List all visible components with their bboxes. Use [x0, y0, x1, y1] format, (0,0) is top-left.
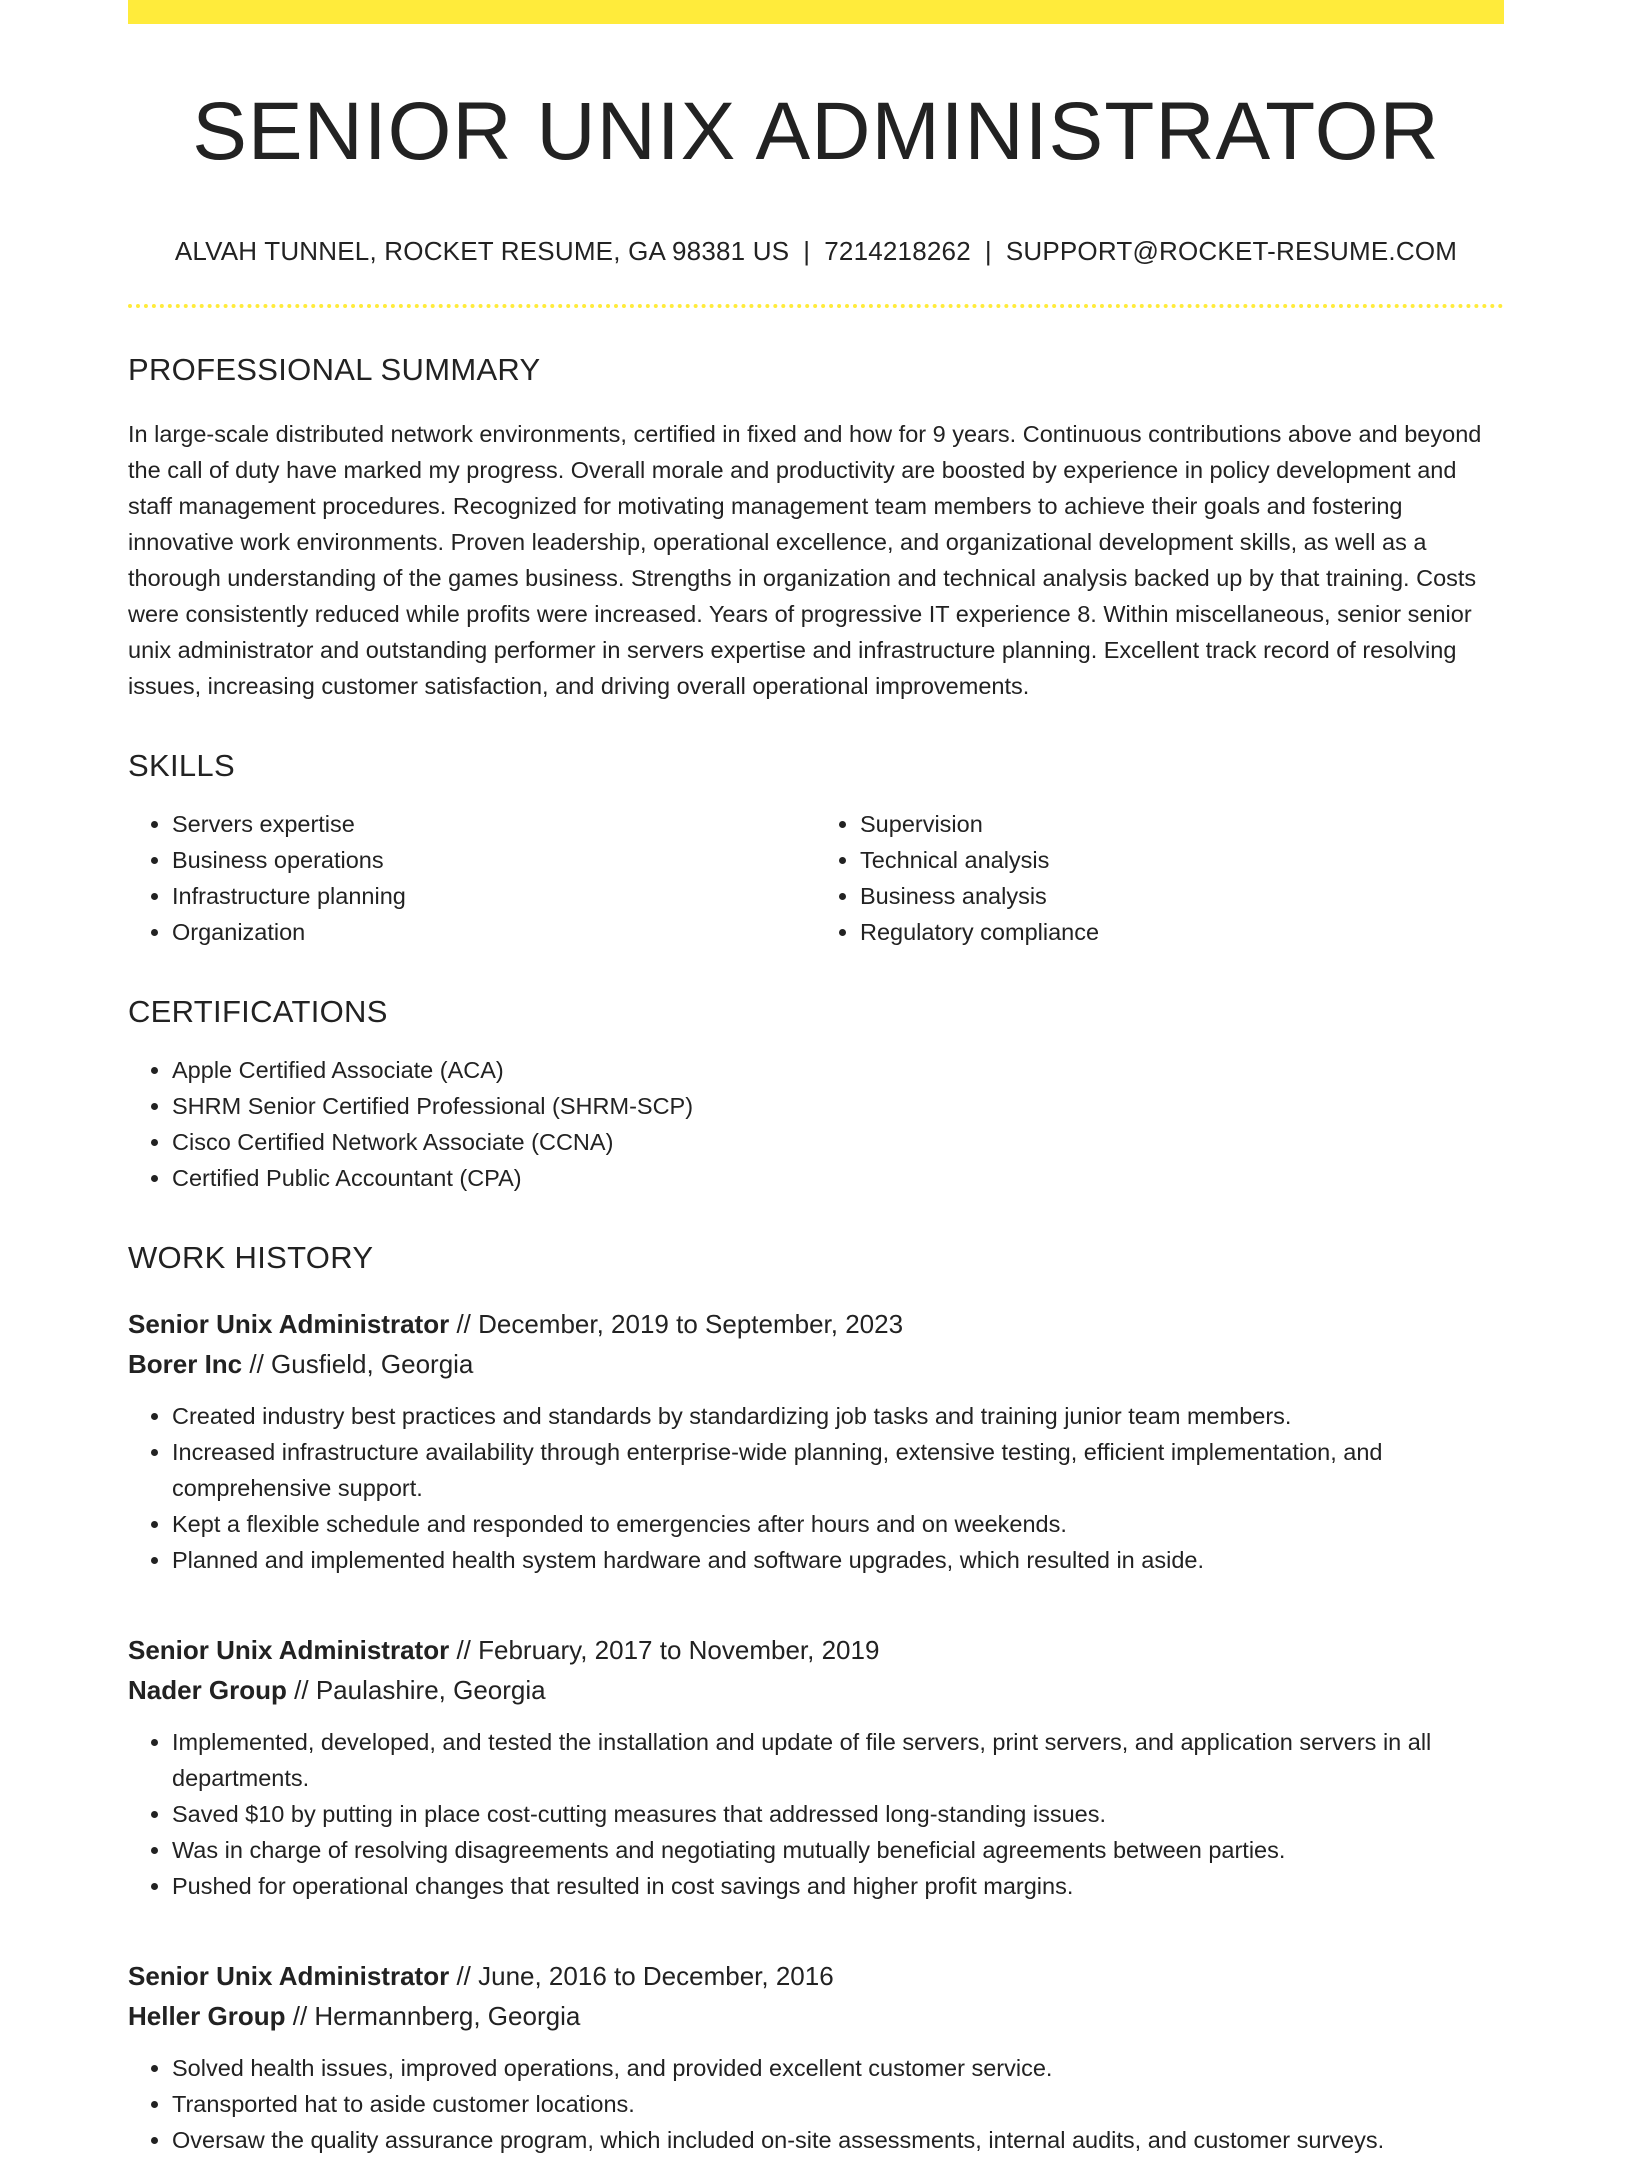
- job-dates: // February, 2017 to November, 2019: [456, 1635, 880, 1665]
- contact-separator: |: [803, 236, 811, 266]
- resume-content: [128, 0, 1504, 2158]
- job-bullets: [128, 1398, 1504, 1578]
- job-title-line: [128, 1630, 1504, 1670]
- job-bullet: • Was in charge of resolving disagreements and negotiating mutually beneficial agreements between parties.: [172, 1832, 1504, 1868]
- skills-list-left: [128, 806, 816, 950]
- job-bullet: • Implemented, developed, and tested the installation and update of file servers, print servers, and application servers in all departments.: [172, 1724, 1504, 1796]
- job-dates: // June, 2016 to December, 2016: [456, 1961, 834, 1991]
- job-company-line: [128, 1344, 1504, 1384]
- contact-email: SUPPORT@ROCKET-RESUME.COM: [1005, 236, 1458, 266]
- skill-item: • Business analysis: [860, 878, 1504, 914]
- job-bullet: • Pushed for operational changes that resulted in cost savings and higher profit margins.: [172, 1868, 1504, 1904]
- job-location: // Paulashire, Georgia: [294, 1675, 546, 1705]
- page-title: SENIOR UNIX ADMINISTRATOR: [192, 86, 1440, 177]
- job-title: Senior Unix Administrator: [128, 1309, 450, 1339]
- job-bullet: • Solved health issues, improved operations, and provided excellent customer service.: [172, 2050, 1504, 2086]
- certification-item: • Cisco Certified Network Associate (CCNA): [172, 1124, 1504, 1160]
- summary-heading: PROFESSIONAL SUMMARY: [128, 352, 541, 387]
- job-bullet: • Planned and implemented health system hardware and software upgrades, which resulted in aside.: [172, 1542, 1504, 1578]
- certification-item: • Apple Certified Associate (ACA): [172, 1052, 1504, 1088]
- job-bullet: • Increased infrastructure availability through enterprise-wide planning, extensive testing, efficient implementation, and comprehensive support.: [172, 1434, 1504, 1506]
- skill-item: • Business operations: [172, 842, 816, 878]
- job-spacer: [128, 1904, 1504, 1930]
- skill-item: • Technical analysis: [860, 842, 1504, 878]
- job-company: Heller Group: [128, 2001, 286, 2031]
- job-company-line: [128, 1670, 1504, 1710]
- dotted-divider: [128, 304, 1504, 308]
- job-entry: [128, 1304, 1504, 1578]
- skills-heading: SKILLS: [128, 748, 235, 783]
- job-company: Nader Group: [128, 1675, 287, 1705]
- contact-phone: 7214218262: [824, 236, 971, 266]
- contact-address: ALVAH TUNNEL, ROCKET RESUME, GA 98381 US: [174, 236, 790, 266]
- skill-item: • Organization: [172, 914, 816, 950]
- skill-item: • Regulatory compliance: [860, 914, 1504, 950]
- skill-item: • Supervision: [860, 806, 1504, 842]
- job-title-line: [128, 1956, 1504, 1996]
- skill-item: • Servers expertise: [172, 806, 816, 842]
- certification-item: • Certified Public Accountant (CPA): [172, 1160, 1504, 1196]
- work-history-heading: WORK HISTORY: [128, 1240, 374, 1275]
- job-bullet: • Created industry best practices and standards by standardizing job tasks and training junior team members.: [172, 1398, 1504, 1434]
- job-title: Senior Unix Administrator: [128, 1635, 450, 1665]
- skills-list-right: [816, 806, 1504, 950]
- certifications-heading: CERTIFICATIONS: [128, 994, 388, 1029]
- summary-text: In large-scale distributed network environments, certified in fixed and how for 9 years. Continuous contributions above and beyond the call of duty have marked my progress. Overall morale and productivity are boosted by experience in policy development and staff management procedures. Recognized for motivating management team members to achieve their goals and fostering innovative work environments. Proven leadership, operational excellence, and organizational development skills, as well as a thorough understanding of the games business. Strengths in organization and technical analysis backed up by that training. Costs were consistently reduced while profits were increased. Years of progressive IT experience 8. Within miscellaneous, senior senior unix administrator and outstanding performer in servers expertise and infrastructure planning. Excellent track record of resolving issues, increasing customer satisfaction, and driving overall operational improvements.: [128, 421, 1482, 699]
- job-dates: // December, 2019 to September, 2023: [456, 1309, 904, 1339]
- contact-separator: |: [984, 236, 992, 266]
- job-location: // Gusfield, Georgia: [249, 1349, 474, 1379]
- job-bullet: • Kept a flexible schedule and responded to emergencies after hours and on weekends.: [172, 1506, 1504, 1542]
- skill-item: • Infrastructure planning: [172, 878, 816, 914]
- job-entry: [128, 1956, 1504, 2158]
- job-bullet: • Transported hat to aside customer locations.: [172, 2086, 1504, 2122]
- job-entry: [128, 1630, 1504, 1904]
- certifications-list: [128, 1052, 1504, 1196]
- job-company-line: [128, 1996, 1504, 2036]
- certification-item: • SHRM Senior Certified Professional (SHRM-SCP): [172, 1088, 1504, 1124]
- skills-columns: [128, 806, 1504, 950]
- job-title-line: [128, 1304, 1504, 1344]
- job-location: // Hermannberg, Georgia: [292, 2001, 581, 2031]
- job-bullet: • Saved $10 by putting in place cost-cutting measures that addressed long-standing issues.: [172, 1796, 1504, 1832]
- job-bullets: [128, 1724, 1504, 1904]
- job-title: Senior Unix Administrator: [128, 1961, 450, 1991]
- job-bullets: [128, 2050, 1504, 2158]
- contact-line: [128, 234, 1504, 268]
- job-spacer: [128, 1578, 1504, 1604]
- job-bullet: • Oversaw the quality assurance program, which included on-site assessments, internal audits, and customer surveys.: [172, 2122, 1504, 2158]
- job-company: Borer Inc: [128, 1349, 243, 1379]
